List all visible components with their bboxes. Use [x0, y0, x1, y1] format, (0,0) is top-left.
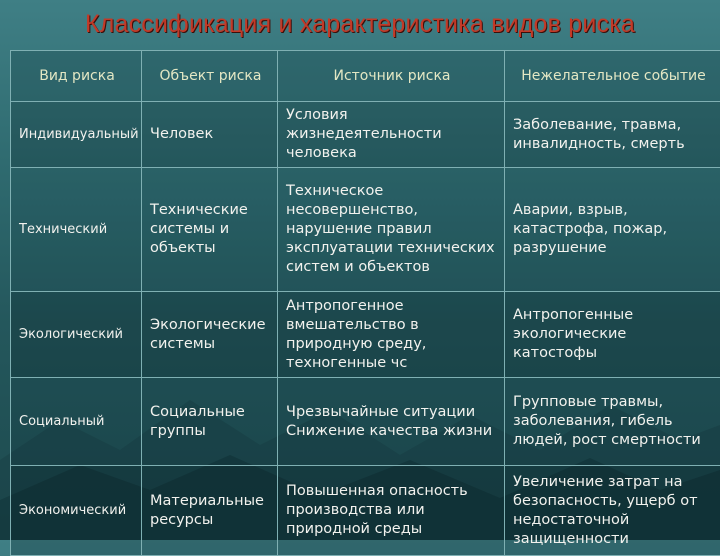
header-undesired-event: Нежелательное событие	[505, 51, 720, 102]
cell-risk-source: Условия жизнедеятельности человека	[278, 102, 505, 168]
cell-undesired-event: Увеличение затрат на безопасность, ущерб от недостаточной защищенности	[505, 466, 720, 556]
cell-undesired-event: Заболевание, травма, инвалидность, смерть	[505, 102, 720, 168]
cell-risk-source: Техническое несовершенство, нарушение правил эксплуатации технических систем и объектов	[278, 168, 505, 292]
cell-risk-type: Технический	[11, 168, 142, 292]
cell-risk-object: Технические системы и объекты	[142, 168, 278, 292]
cell-risk-source: Чрезвычайные ситуации Снижение качества жизни	[278, 378, 505, 466]
cell-risk-object: Человек	[142, 102, 278, 168]
cell-risk-type: Социальный	[11, 378, 142, 466]
cell-risk-type: Экологический	[11, 292, 142, 378]
cell-risk-source: Повышенная опасность производства или природной среды	[278, 466, 505, 556]
cell-risk-source: Антропогенное вмешательство в природную среду, техногенные чс	[278, 292, 505, 378]
cell-risk-object: Социальные группы	[142, 378, 278, 466]
cell-undesired-event: Аварии, взрыв, катастрофа, пожар, разрушение	[505, 168, 720, 292]
header-risk-source: Источник риска	[278, 51, 505, 102]
header-risk-type: Вид риска	[11, 51, 142, 102]
risk-table	[10, 50, 720, 556]
table-row	[11, 168, 720, 292]
cell-risk-type: Экономический	[11, 466, 142, 556]
cell-risk-type: Индивидуальный	[11, 102, 142, 168]
cell-risk-object: Материальные ресурсы	[142, 466, 278, 556]
table-row	[11, 292, 720, 378]
table-row	[11, 466, 720, 556]
cell-risk-object: Экологические системы	[142, 292, 278, 378]
cell-undesired-event: Антропогенные экологические катостофы	[505, 292, 720, 378]
table-header-row	[11, 51, 720, 102]
header-risk-object: Объект риска	[142, 51, 278, 102]
table-row	[11, 378, 720, 466]
slide-title: Классификация и характеристика видов риска	[0, 10, 720, 39]
table-row	[11, 102, 720, 168]
cell-undesired-event: Групповые травмы, заболевания, гибель людей, рост смертности	[505, 378, 720, 466]
